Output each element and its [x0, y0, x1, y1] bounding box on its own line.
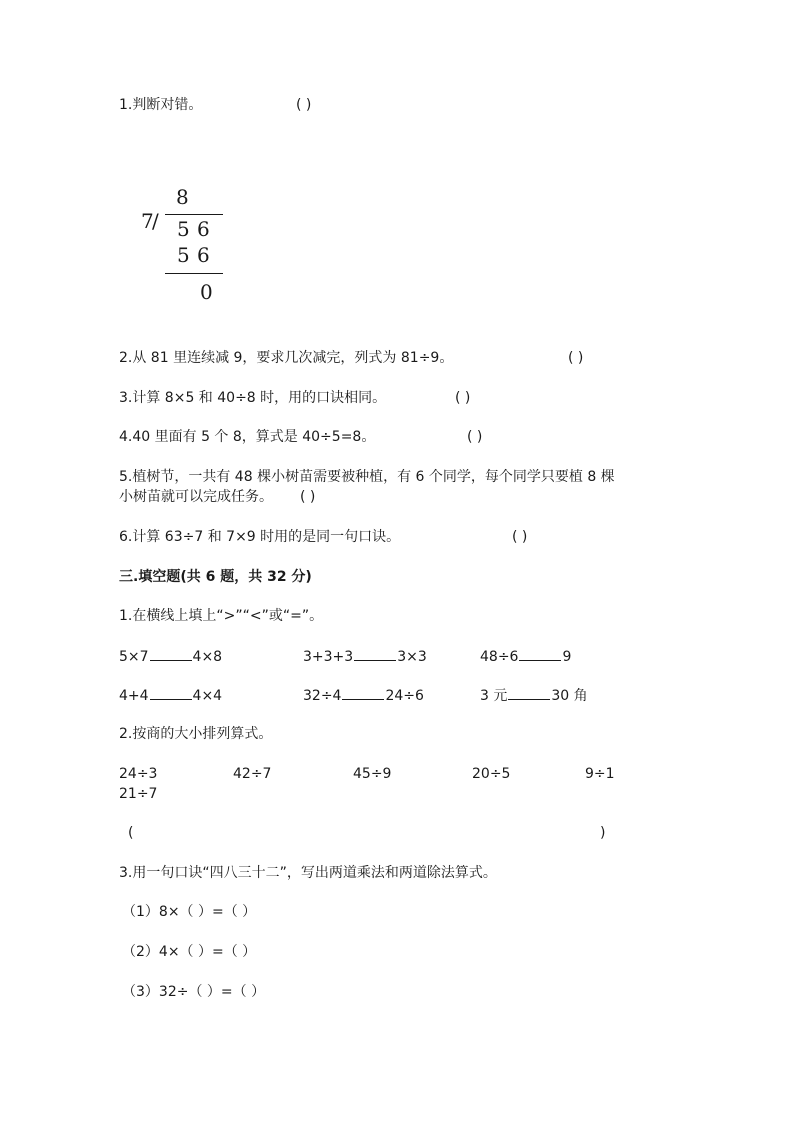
compare-blank[interactable] — [150, 646, 192, 661]
equation-line-2[interactable]: （2）4×（ ）=（ ） — [122, 944, 257, 960]
judge-q1-answer-paren[interactable]: ( ) — [296, 97, 312, 113]
judge-q3-text: 3.计算 8×5 和 40÷8 时，用的口诀相同。 — [119, 390, 387, 406]
compare-item: 5×7 4×8 — [119, 646, 222, 667]
fill-q2-text: 2.按商的大小排列算式。 — [119, 726, 273, 742]
compare-item: 48÷6 9 — [480, 646, 571, 667]
division-bottom-line — [165, 273, 223, 274]
judge-q1-text: 1.判断对错。 — [119, 97, 203, 113]
division-product-ones: 6 — [197, 243, 210, 267]
judge-q6-text: 6.计算 63÷7 和 7×9 时用的是同一句口诀。 — [119, 529, 401, 545]
expression-item: 9÷1 — [585, 766, 615, 782]
division-top-line — [165, 214, 223, 215]
judge-q5-answer-paren[interactable]: ( ) — [300, 489, 316, 505]
division-quotient: 8 — [176, 185, 189, 209]
compare-blank[interactable] — [354, 646, 396, 661]
equation-line-1[interactable]: （1）8×（ ）=（ ） — [122, 904, 257, 920]
compare-blank[interactable] — [342, 685, 384, 700]
order-answer-open[interactable]: ( — [128, 825, 134, 841]
division-dividend-ones: 6 — [197, 217, 210, 241]
judge-q5-line2: 小树苗就可以完成任务。 — [119, 489, 273, 505]
expression-item: 45÷9 — [353, 766, 392, 782]
division-dividend-tens: 5 — [177, 217, 190, 241]
compare-item: 4+4 4×4 — [119, 685, 222, 706]
division-remainder: 0 — [200, 280, 213, 304]
compare-blank[interactable] — [519, 646, 561, 661]
judge-q3-answer-paren[interactable]: ( ) — [455, 390, 471, 406]
division-product-tens: 5 — [177, 243, 190, 267]
judge-q4-answer-paren[interactable]: ( ) — [467, 429, 483, 445]
compare-blank[interactable] — [508, 685, 550, 700]
section-heading: 三.填空题(共 6 题，共 32 分) — [119, 569, 312, 585]
division-bracket: / — [152, 209, 159, 233]
judge-q2-answer-paren[interactable]: ( ) — [568, 350, 584, 366]
compare-blank[interactable] — [150, 685, 192, 700]
order-answer-close[interactable]: ) — [600, 825, 606, 841]
equation-line-3[interactable]: （3）32÷（ ）=（ ） — [122, 984, 266, 1000]
fill-q3-text: 3.用一句口诀“四八三十二”，写出两道乘法和两道除法算式。 — [119, 865, 497, 881]
expression-item: 42÷7 — [233, 766, 272, 782]
judge-q6-answer-paren[interactable]: ( ) — [512, 529, 528, 545]
judge-q1 — [119, 95, 202, 115]
judge-q5-line1: 5.植树节，一共有 48 棵小树苗需要被种植，有 6 个同学，每个同学只要植 8 棵 — [119, 469, 615, 485]
fill-q1-text: 1.在横线上填上“>”“<”或“=”。 — [119, 608, 324, 624]
compare-item: 3 元 30 角 — [480, 685, 588, 706]
compare-item: 32÷4 24÷6 — [303, 685, 424, 706]
compare-item: 3+3+3 3×3 — [303, 646, 427, 667]
expression-item: 20÷5 — [472, 766, 511, 782]
judge-q4-text: 4.40 里面有 5 个 8，算式是 40÷5=8。 — [119, 429, 376, 445]
expression-item: 24÷3 — [119, 766, 158, 782]
judge-q2-text: 2.从 81 里连续减 9，要求几次减完，列式为 81÷9。 — [119, 350, 454, 366]
division-divisor: 7 — [141, 209, 154, 233]
expression-item: 21÷7 — [119, 786, 158, 802]
